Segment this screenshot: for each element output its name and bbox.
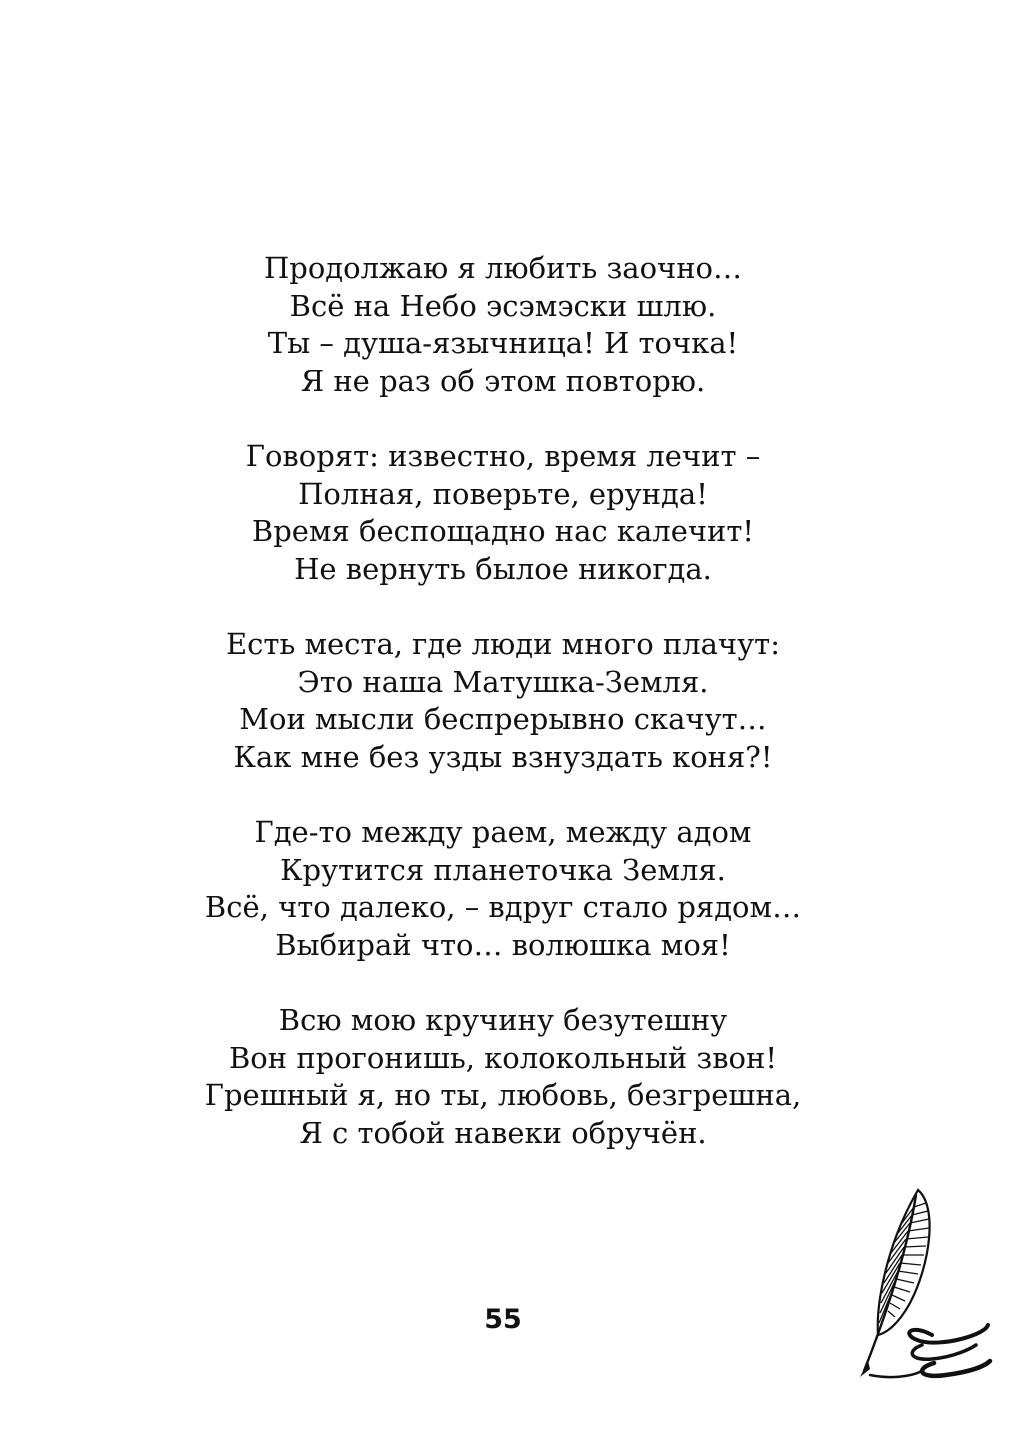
poem-line: Полная, поверьте, ерунда! — [298, 476, 708, 511]
poem-line: Есть места, где люди много плачут: — [225, 627, 780, 661]
stanza-1 — [0, 250, 1006, 400]
poem-line: Всё на Небо эсэмэски шлю. — [289, 288, 717, 323]
poem-line: Я с тобой навеки обручён. — [299, 1115, 707, 1150]
poem-line: Всю мою кручину безутешну — [278, 1003, 728, 1037]
stanza-3 — [0, 626, 1006, 776]
stanza-5 — [0, 1002, 1006, 1152]
page-number: 55 — [484, 1304, 522, 1335]
poem-line: Как мне без узды взнуздать коня?! — [233, 739, 773, 774]
stanza-4 — [0, 814, 1006, 964]
poem-line: Время беспощадно нас калечит! — [251, 514, 755, 548]
poem-line: Выбирай что… волюшка моя! — [275, 927, 731, 962]
poem-line: Ты – душа-язычница! И точка! — [267, 326, 739, 360]
quill-pen-icon — [850, 1185, 1000, 1385]
poem-line: Мои мысли беспрерывно скачут… — [239, 702, 767, 736]
poem-line: Продолжаю я любить заочно… — [263, 251, 743, 285]
stanza-2 — [0, 438, 1006, 588]
poem-line: Всё, что далеко, – вдруг стало рядом… — [204, 890, 802, 924]
poem-line: Не вернуть былое никогда. — [294, 551, 712, 586]
poem-line: Говорят: известно, время лечит – — [245, 439, 761, 473]
poem-line: Я не раз об этом повторю. — [300, 363, 706, 398]
poem-line: Где-то между раем, между адом — [254, 815, 752, 849]
poem-line: Грешный я, но ты, любовь, безгрешна, — [204, 1078, 802, 1112]
poem-line: Вон прогонишь, колокольный звон! — [229, 1040, 777, 1075]
poem-text — [0, 250, 1006, 1190]
poem-line: Крутится планеточка Земля. — [280, 852, 726, 887]
poem-line: Это наша Матушка-Земля. — [297, 664, 709, 699]
